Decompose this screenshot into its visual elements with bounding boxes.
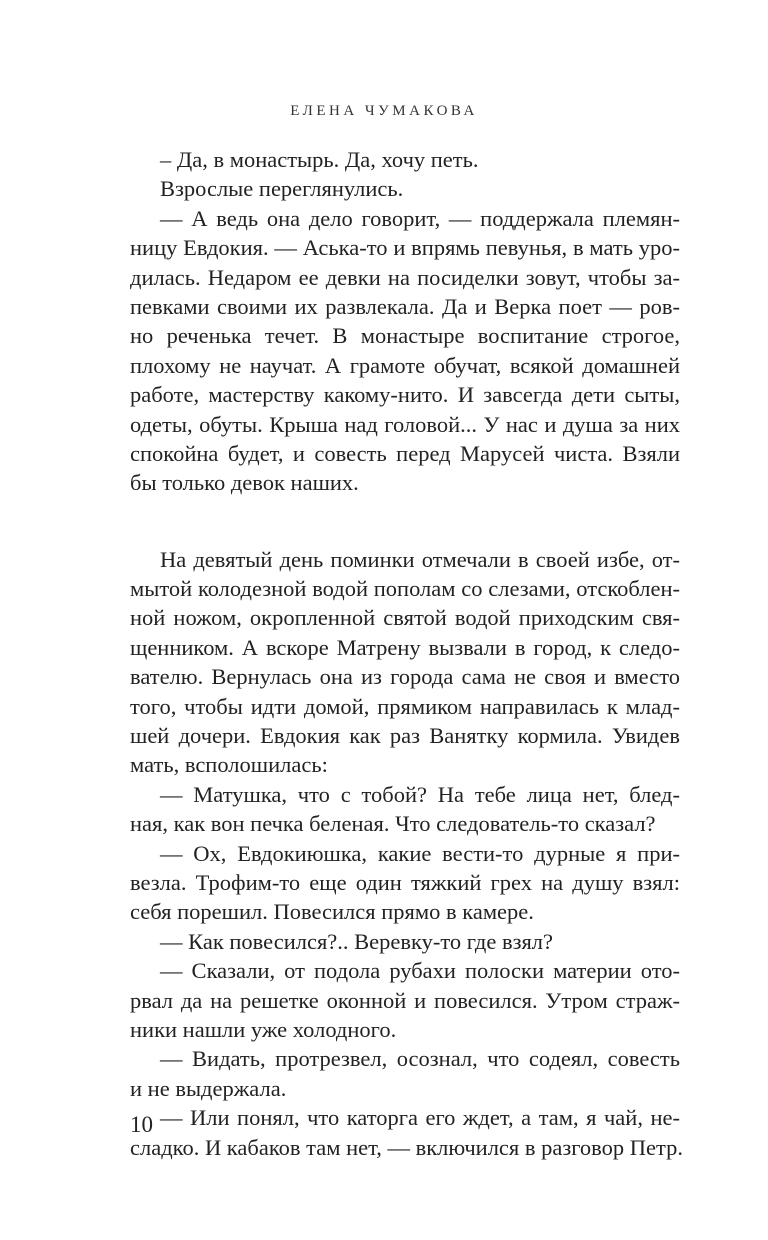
text-line: себя порешил. Повесился прямо в камере. <box>130 899 534 925</box>
text-line: везла. Трофим-то еще один тяжкий грех на душу взял: <box>130 869 680 895</box>
text-line: мытой колодезной водой пополам со слезами, отскоблен- <box>130 576 680 602</box>
text-line: шей дочери. Евдокия как раз Ванятку кормила. Увидев <box>130 723 680 749</box>
text-line: спокойна будет, и совесть перед Марусей чиста. Взяли <box>130 440 680 466</box>
text-line: вателю. Вернулась она из города сама не своя и вместо <box>130 664 680 690</box>
body-text <box>130 145 683 1162</box>
text-line: — Видать, протрезвел, осознал, что содеял, совесть <box>160 1046 680 1072</box>
text-line: и не выдержала. <box>130 1075 287 1101</box>
text-line: бы только девок наших. <box>130 470 359 496</box>
text-line: щенником. А вскоре Матрену вызвали в город, к следо- <box>130 634 680 660</box>
text-line: — Сказали, от подола рубахи полоски материи ото- <box>160 958 680 984</box>
text-line: того, чтобы идти домой, прямиком направилась к млад- <box>130 693 680 719</box>
paragraph-block-2 <box>130 545 683 1162</box>
text-line: сладко. И кабаков там нет, — включился в разговор Петр. <box>130 1134 683 1160</box>
text-line: рвал да на решетке оконной и повесился. Утром страж- <box>130 987 680 1013</box>
paragraph-block-1 <box>130 145 680 498</box>
text-line: — Матушка, что с тобой? На тебе лица нет, блед- <box>160 781 680 807</box>
text-line: дилась. Недаром ее девки на посиделки зовут, чтобы за- <box>130 264 680 290</box>
text-line: На девятый день поминки отмечали в своей избе, от- <box>160 546 680 572</box>
text-line: но реченька течет. В монастыре воспитание строгое, <box>130 323 680 349</box>
text-line: ная, как вон печка беленая. Что следователь-то сказал? <box>130 811 656 837</box>
text-line: певками своими их развлекала. Да и Верка поет — ров- <box>130 293 680 319</box>
text-line: Взрослые переглянулись. <box>160 176 404 202</box>
text-line: плохому не научат. А грамоте обучат, всякой домашней <box>130 352 680 378</box>
text-line: — Или понял, что каторга его ждет, а там, я чай, не- <box>160 1105 680 1131</box>
text-line: ной ножом, окропленной святой водой приходским свя- <box>130 605 680 631</box>
text-line: одеты, обуты. Крыша над головой... У нас и душа за них <box>130 411 680 437</box>
text-line: — Ох, Евдокиюшка, какие вести-то дурные я при- <box>160 840 680 866</box>
running-head: ЕЛЕНА ЧУМАКОВА <box>290 103 478 119</box>
text-line: работе, мастерству какому-нито. И завсегда дети сыты, <box>130 382 680 408</box>
text-line: ники нашли уже холодного. <box>130 1016 397 1042</box>
text-line: мать, всполошилась: <box>130 752 328 778</box>
text-line: ницу Евдокия. — Аська-то и впрямь певунья, в мать уро- <box>130 235 680 261</box>
text-line: — А ведь она дело говорит, — поддержала племян- <box>160 205 680 231</box>
text-line: – Да, в монастырь. Да, хочу петь. <box>160 147 479 172</box>
text-line: — Как повесился?.. Веревку-то где взял? <box>160 928 554 954</box>
section-break <box>130 498 680 545</box>
page-number: 10 <box>130 1112 153 1137</box>
